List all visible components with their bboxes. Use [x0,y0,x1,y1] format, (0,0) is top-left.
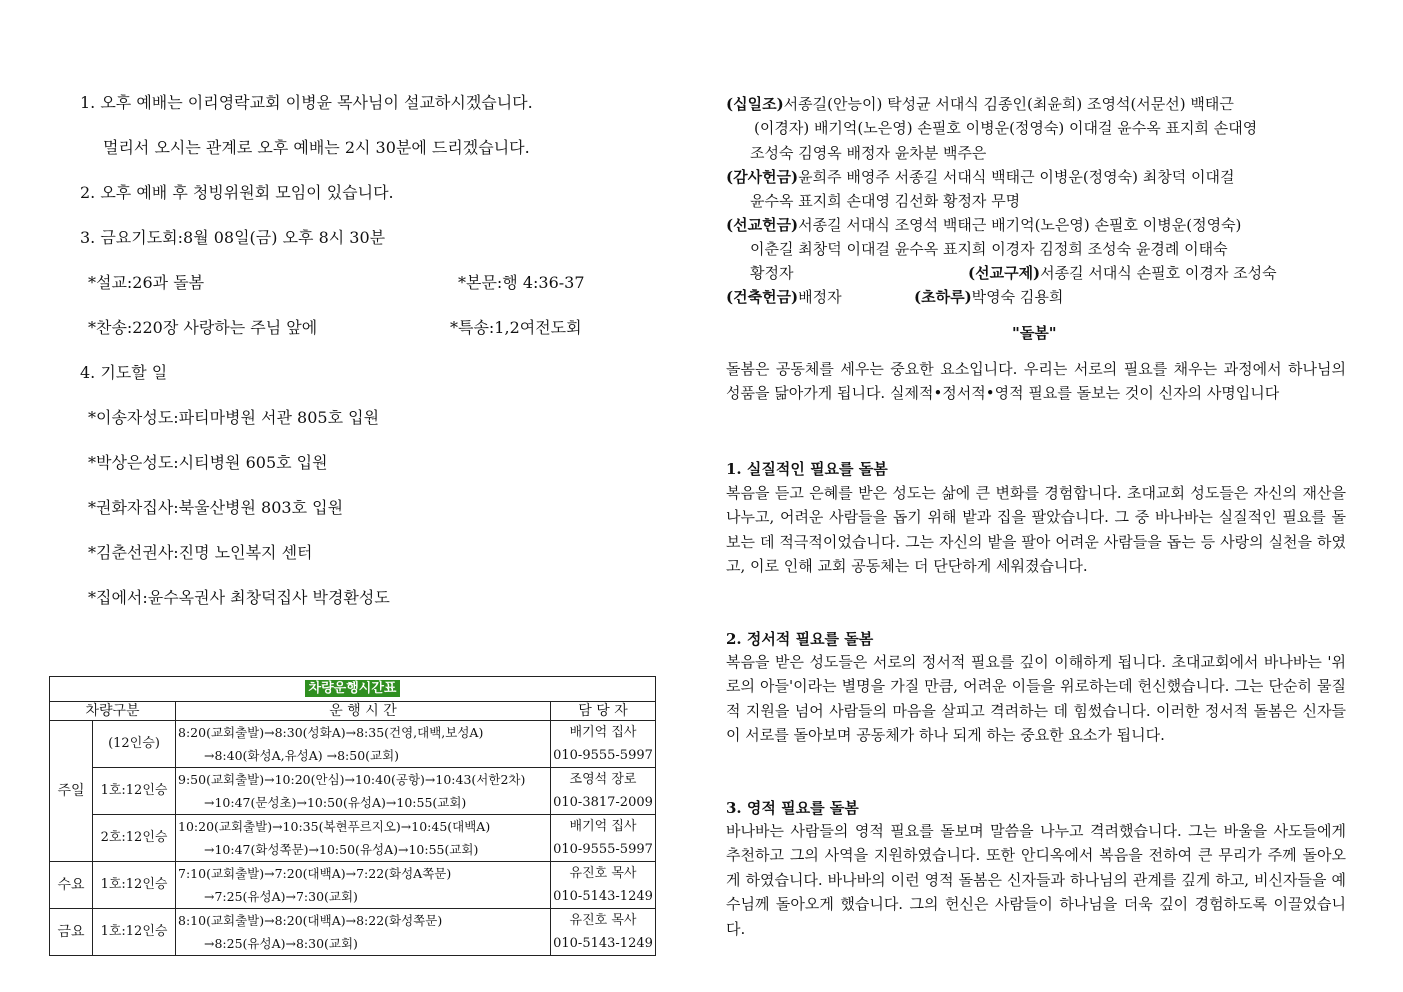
announcement-1: 1. 오후 예배는 이리영락교회 이병윤 목사님이 설교하시겠습니다. [80,93,533,112]
route-cell [176,815,551,862]
car-cell: 1호:12인승 [93,768,176,815]
thanks-line [726,167,1234,187]
tithe-label: (십일조) [726,95,784,113]
contact-cell [551,815,656,862]
contact-name: 배기억 집사 [569,725,637,740]
route-line: →7:25(유성A)→7:30(교회) [204,889,358,904]
route-line: →10:47(문성초)→10:50(유성A)→10:55(교회) [204,795,467,810]
tithe-names: 서종길(안능이) 탁성균 서대식 김종인(최윤희) 조영석(서문선) 백태근 [783,95,1234,113]
first-day-line [914,287,1063,307]
section-3-heading: 3. 영적 필요를 돌봄 [726,799,859,817]
header-contact: 담 당 자 [551,702,656,721]
prayer-item: *집에서:윤수옥권사 최창덕집사 박경환성도 [88,588,390,607]
contact-phone: 010-9555-5997 [553,842,653,857]
car-cell: 1호:12인승 [93,909,176,956]
route-line: 7:10(교회출발)→7:20(대백A)→7:22(화성A쪽문) [178,866,452,881]
table-row [50,768,656,815]
section-3-body: 바나바는 사람들의 영적 필요를 돌보며 말씀을 나누고 격려했습니다. 그는 바울을 사도들에게 추천하고 그의 사역을 지원하였습니다. 또한 안디옥에서 복음을 전하여 큰 무리가 주께 돌아오게 하였습니다. 바나바의 이런 영적 돌봄은 신자들과 하나님의 관계를 깊게 하고, 비신자들을 예수님께 돌아오게 했습니다. 그의 헌신은 사람들이 하나님을 더욱 깊이 경험하도록 이끌었습니다. [726,822,1346,938]
contact-cell [551,721,656,768]
table-row [50,909,656,956]
tithe-names-3: 조성숙 김영옥 배정자 윤차분 백주은 [750,144,987,162]
route-line: →10:47(화성쪽문)→10:50(유성A)→10:55(교회) [204,842,479,857]
route-cell [176,862,551,909]
route-line: →8:25(유성A)→8:30(교회) [204,936,358,951]
route-line: 9:50(교회출발)→10:20(안심)→10:40(공항)→10:43(서한2차) [178,772,526,787]
contact-phone: 010-3817-2009 [553,795,653,810]
table-row [50,815,656,862]
announcement-3: 3. 금요기도회:8월 08일(금) 오후 8시 30분 [80,228,386,247]
thanks-names-2: 윤수옥 표지희 손대영 김선화 황정자 무명 [750,192,1021,210]
car-cell: 1호:12인승 [93,862,176,909]
prayer-item: *김춘선권사:진명 노인복지 센터 [88,543,313,562]
day-cell: 주일 [50,721,93,862]
contact-cell [551,862,656,909]
car-cell: 2호:12인승 [93,815,176,862]
mission-names: 서종길 서대식 조영석 백태근 배기억(노은영) 손필호 이병운(정영숙) [798,216,1242,234]
article-intro: 돌봄은 공동체를 세우는 중요한 요소입니다. 우리는 서로의 필요를 채우는 과정에서 하나님의 성품을 닮아가게 됩니다. 실제적•정서적•영적 필요를 돌보는 것이 신자의 사명입니다 [726,360,1346,403]
route-line: 10:20(교회출발)→10:35(복현푸르지오)→10:45(대백A) [178,819,491,834]
contact-phone: 010-9555-5997 [553,748,653,763]
section-1-body: 복음을 듣고 은혜를 받은 성도는 삶에 큰 변화를 경험합니다. 초대교회 성도들은 자신의 재산을 나누고, 어려운 사람들을 돕기 위해 밭과 집을 팔았습니다. 그 중 바나바는 실질적인 필요를 돌보는 데 적극적이었습니다. 그는 자신의 밭을 팔아 어려운 사람들을 돕는 등 사랑의 실천을 하였고, 이로 인해 교회 공동체는 더 단단하게 세워졌습니다. [726,484,1346,576]
route-cell [176,768,551,815]
route-line: →8:40(화성A,유성A) →8:50(교회) [204,748,400,763]
relief-line [968,263,1277,283]
header-time: 운 행 시 간 [176,702,551,721]
tithe-line [726,94,1234,114]
special-song: *특송:1,2여전도회 [450,318,582,337]
announcement-1-note: 멀리서 오시는 관계로 오후 예배는 2시 30분에 드리겠습니다. [103,138,530,157]
scripture-text: *본문:행 4:36-37 [458,273,585,292]
car-cell: (12인승) [93,721,176,768]
contact-cell [551,909,656,956]
route-line: 8:10(교회출발)→8:20(대백A)→8:22(화성쪽문) [178,913,443,928]
contact-name: 조영석 장로 [569,772,637,787]
thanks-label: (감사헌금) [726,168,799,186]
route-cell [176,721,551,768]
table-row [50,721,656,768]
announcement-4: 4. 기도할 일 [80,363,168,382]
contact-name: 배기억 집사 [569,819,637,834]
table-row [50,862,656,909]
thanks-names: 윤희주 배영주 서종길 서대식 백태근 이병운(정영숙) 최창덕 이대걸 [798,168,1235,186]
contact-name: 유진호 목사 [569,866,637,881]
announcement-2: 2. 오후 예배 후 청빙위원회 모임이 있습니다. [80,183,394,202]
offerings-article-column [722,0,1362,992]
mission-names-3: 황정자 [750,264,794,282]
prayer-item: *박상은성도:시티병원 605호 입원 [88,453,328,472]
mission-line [726,215,1241,235]
announcements-column [0,0,700,992]
building-label: (건축헌금) [726,288,799,306]
header-vehicle: 차량구분 [50,702,176,721]
section-2-body: 복음을 받은 성도들은 서로의 정서적 필요를 깊이 이해하게 됩니다. 초대교회에서 바나바는 '위로의 아들'이라는 별명을 가질 만큼, 어려운 이들을 위로하는데 헌신했습니다. 그는 단순히 물질적 지원을 넘어 사람들의 마음을 살피고 격려하는 데 힘썼습니다. 이러한 정서적 돌봄은 신자들이 서로를 돌아보며 공동체가 하나 되게 하는 중요한 요소가 됩니다. [726,653,1346,745]
section-2-heading: 2. 정서적 필요를 돌봄 [726,630,874,648]
mission-label: (선교헌금) [726,216,799,234]
relief-names: 서종길 서대식 손필호 이경자 조성숙 [1040,264,1277,282]
article-title: "돌봄" [1012,324,1057,342]
contact-phone: 010-5143-1249 [553,936,653,951]
prayer-item: *권화자집사:북울산병원 803호 입원 [88,498,344,517]
first-day-label: (초하루) [914,288,972,306]
day-cell: 수요 [50,862,93,909]
schedule-title-cell [50,677,656,702]
tithe-names-2: (이경자) 배기억(노은영) 손필호 이병운(정영숙) 이대걸 윤수옥 표지희 손대영 [754,119,1258,137]
contact-cell [551,768,656,815]
hymn: *찬송:220장 사랑하는 주님 앞에 [88,318,318,337]
mission-names-2: 이춘길 최창덕 이대걸 윤수옥 표지희 이경자 김정희 조성숙 윤경례 이태숙 [750,240,1228,258]
contact-name: 유진호 목사 [569,913,637,928]
section-1-heading: 1. 실질적인 필요를 돌봄 [726,460,888,478]
schedule-title: 차량운행시간표 [305,680,401,697]
relief-label: (선교구제) [968,264,1041,282]
sermon-title: *설교:26과 돌봄 [88,273,205,292]
route-cell [176,909,551,956]
vehicle-schedule-table [49,676,656,956]
prayer-item: *이송자성도:파티마병원 서관 805호 입원 [88,408,380,427]
day-cell: 금요 [50,909,93,956]
first-day-names: 박영숙 김용희 [971,288,1064,306]
contact-phone: 010-5143-1249 [553,889,653,904]
route-line: 8:20(교회출발)→8:30(성화A)→8:35(건영,대백,보성A) [178,725,484,740]
building-names: 배정자 [798,288,842,306]
building-line [726,287,842,307]
